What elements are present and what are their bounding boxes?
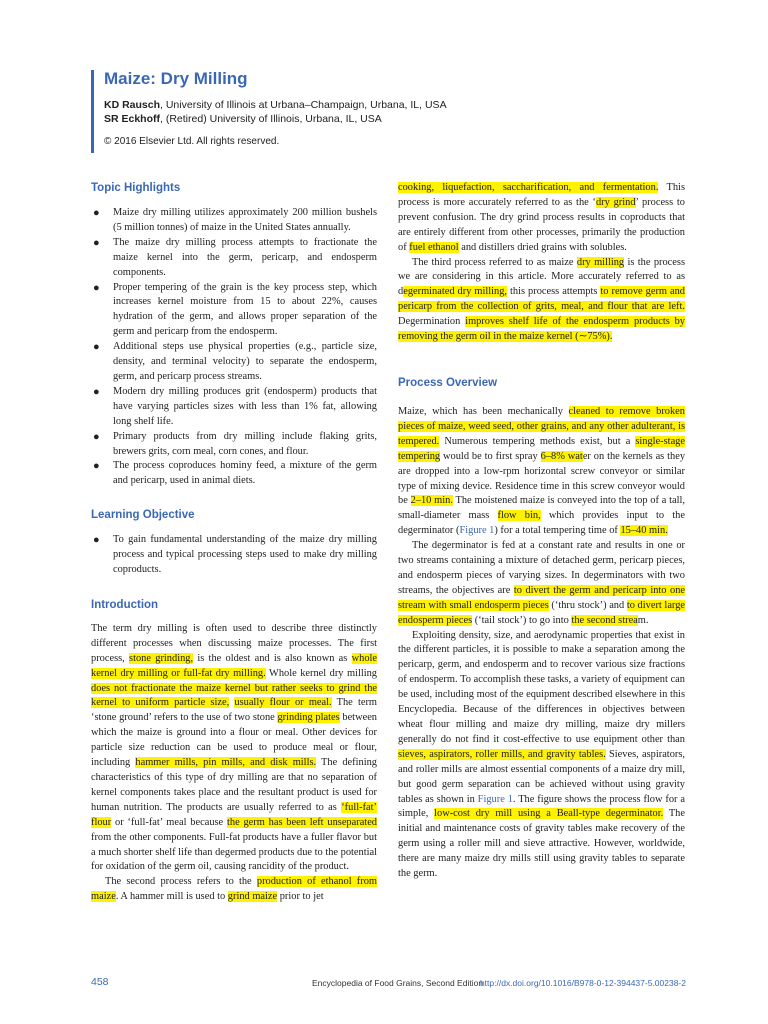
intro-paragraph-1: The term dry milling is often used to describe three distinctly different processes when discussing maize processes. The first process, stone grinding, is the oldest and is also known as whole kernel dry milling or full-fat dry milling. Whole kernel dry milling does not fractionate the maize kernel but rather seeks to grind the kernel to uniform particle size, usually flour or meal. The term ‘stone ground’ refers to the use of two stone grinding plates between which the maize is ground into a flour or meal. Other devices for particle size reduction can be used to produce meal or flour, including hammer mills, pin mills, and disk mills. The defining characteristics of this type of dry milling are that no separation of kernel components takes place and the resultant product is used for human nutrition. The products are usually referred to as ‘full-fat’ flour or ‘full-fat’ meal because the germ has been left unseparated from the other components. Full-fat products have a fuller flavor but a much shorter shelf life than degermed products due to the potential for oxidation of the germ oil, causing rancidity of the product. xyxy=(91,622,378,873)
bullet-icon: ● xyxy=(93,341,100,354)
bullet-icon: ● xyxy=(93,236,100,249)
copyright-notice: © 2016 Elsevier Ltd. All rights reserved. xyxy=(104,136,280,147)
bullet-icon: ● xyxy=(93,534,100,547)
intro-paragraph-3: The third process referred to as maize dry milling is the process we are considering in this article. More accurately referred to as degerminated dry milling, this process attempts to remove germ and pericarp from the collection of grits, meal, and flour that are left. Degermination improves shelf life of the endosperm products by removing the germ oil in the maize kernel (∼75%). xyxy=(398,256,686,343)
page-number: 458 xyxy=(91,976,109,988)
page-footer xyxy=(91,976,686,990)
figure-1-link[interactable]: Figure 1 xyxy=(477,793,513,805)
list-item xyxy=(91,459,377,489)
author-line-1 xyxy=(104,98,664,112)
list-item-text: To gain fundamental understanding of the maize dry milling process and typical processing steps used to make dry milling coproducts. xyxy=(113,534,377,576)
learning-objective-heading: Learning Objective xyxy=(91,509,195,522)
list-item-text: Modern dry milling produces grit (endosperm) products that have varying particles sizes with less than 1% fat, allowing long shelf life. xyxy=(113,385,377,427)
process-paragraph-1: Maize, which has been mechanically cleaned to remove broken pieces of maize, weed seed, other grains, and any other adulterant, is tempered. Numerous tempering methods exist, but a single-stage tempering would be to first spray 6–8% water on the kernels as they are dropped into a low-rpm horizontal screw conveyor or similar type of mixing device. Residence time in this screw conveyor would be 2–10 min. The moistened maize is conveyed into the top of a tall, small-diameter mass flow bin, which provides input to the degerminator (Figure 1) for a total tempering time of 15–40 min. xyxy=(398,405,686,537)
list-item xyxy=(91,340,377,385)
title-accent-bar xyxy=(91,70,94,153)
list-item xyxy=(91,236,377,281)
topic-highlights-heading: Topic Highlights xyxy=(91,182,181,194)
list-item-text: Primary products from dry milling include flaking grits, brewers grits, corn meal, corn cones, and flour. xyxy=(113,430,377,457)
list-item-text: Maize dry milling utilizes approximately 200 million bushels (5 million tonnes) of maize in the United States annually. xyxy=(113,207,377,233)
intro-paragraph-2-start: The second process refers to the production of ethanol from maize. A hammer mill is used to grind maize prior to jet xyxy=(91,876,377,903)
author-affiliation: , (Retired) University of Illinois, Urbana, IL, USA xyxy=(160,113,382,125)
author-line-2 xyxy=(104,112,664,126)
left-column xyxy=(91,180,377,905)
topic-highlights-list xyxy=(91,206,377,489)
learning-objective-list xyxy=(91,533,377,578)
list-item-text: The maize dry milling process attempts to fractionate the maize kernel into the germ, pericarp, and endosperm components. xyxy=(113,236,377,278)
process-overview-heading: Process Overview xyxy=(398,376,498,389)
list-item xyxy=(91,206,377,236)
right-column xyxy=(398,181,685,882)
list-item xyxy=(91,430,377,460)
bullet-icon: ● xyxy=(93,460,100,473)
author-name: SR Eckhoff xyxy=(104,113,161,125)
process-paragraph-3: Exploiting density, size, and aerodynamic properties that exist in the different particles, it is possible to make a separation among the pericarp, germ, and endosperm and to recover various size fractions of endosperm. To accomplish these tasks, a variety of equipment can be used, including most of the equipment described elsewhere in this Encyclopedia. Because of the differences in objectives between wheat flour milling and maize dry milling, maize dry millers generally do not find it cost-effective to use equipment other than sieves, aspirators, roller mills, and gravity tables. Sieves, aspirators, and roller mills are almost essential components of a maize dry mill, but good germ separation can be achieved without using gravity tables as shown in Figure 1. The figure shows the process flow for a simple, low-cost dry mill using a Beall-type degerminator. The initial and maintenance costs of gravity tables make recovery of the germ using a roller mill and sieve attractive. However, worldwide, there are many maize dry mills still using gravity tables to separate the germ. xyxy=(398,629,685,880)
introduction-heading: Introduction xyxy=(91,598,159,611)
bullet-icon: ● xyxy=(93,281,100,294)
list-item-text: Proper tempering of the grain is the key process step, which increases kernel moisture from 15 to about 22%, causes hydration of the germ, and allows proper separation of the germ and pericarp from the endosperm. xyxy=(113,281,377,338)
intro-paragraph-2-cont: cooking, liquefaction, saccharification, and fermentation. This process is more accurately referred to as the ‘dry grind’ process to prevent confusion. The dry grind process results in coproducts that are entirely different from other processes, primarily the production of fuel ethanol and distillers dried grains with solubles. xyxy=(398,182,685,253)
process-paragraph-2: The degerminator is fed at a constant rate and results in one or two streams containing a mixture of detached germ, pericarp pieces, and endosperm pieces of varying sizes. In degerminators with two streams, the objectives are to divert the germ and pericarp into one stream with small endosperm pieces (‘thru stock’) and to divert large endosperm pieces (‘tail stock’) to go into the second stream. xyxy=(398,540,686,626)
author-affiliation: , University of Illinois at Urbana–Champaign, Urbana, IL, USA xyxy=(160,99,447,111)
list-item xyxy=(91,385,377,430)
figure-1-link[interactable]: Figure 1 xyxy=(459,525,495,537)
list-item xyxy=(91,533,377,578)
list-item xyxy=(91,281,377,341)
bullet-icon: ● xyxy=(93,385,100,398)
bullet-icon: ● xyxy=(93,207,100,219)
doi-link[interactable]: http://dx.doi.org/10.1016/B978-0-12-394437-5.00238-2 xyxy=(479,978,686,988)
article-header xyxy=(104,68,664,147)
author-name: KD Rausch xyxy=(104,99,161,111)
article-title: Maize: Dry Milling xyxy=(104,69,248,88)
list-item-text: Additional steps use physical properties (e.g., particle size, density, and terminal velocity) to separate the endosperm, germ, and pericarp process streams. xyxy=(113,341,377,382)
list-item-text: The process coproduces hominy feed, a mixture of the germ and pericarp, used in animal diets. xyxy=(113,460,377,487)
bullet-icon: ● xyxy=(93,430,100,443)
book-title: Encyclopedia of Food Grains, Second Edition xyxy=(312,978,484,988)
